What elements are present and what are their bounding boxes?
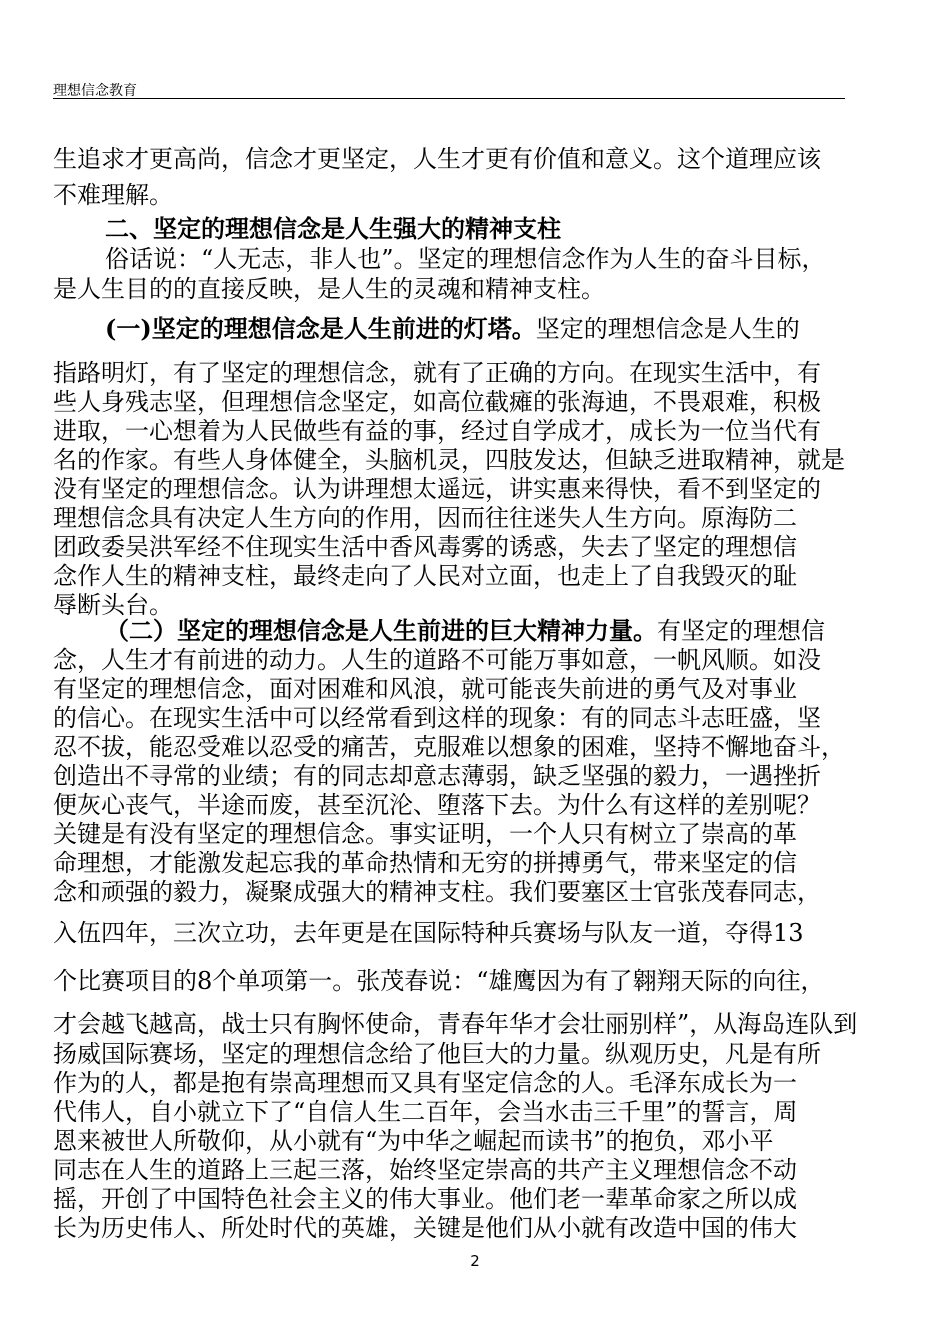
body-line: 不难理解。 (53, 181, 173, 209)
body-line: 便灰心丧气，半途而废，甚至沉沦、堕落下去。为什么有这样的差别呢？ (53, 791, 821, 819)
body-line: 同志在人生的道路上三起三落，始终坚定崇高的共产主义理想信念不动 (53, 1156, 797, 1184)
section-heading: 二、坚定的理想信念是人生强大的精神支柱 (105, 215, 561, 243)
body-line: 辱断头台。 (53, 591, 173, 619)
subsection-heading: （二）坚定的理想信念是人生前进的巨大精神力量。 (105, 617, 657, 645)
subsection-line (105, 315, 950, 343)
body-line: 是人生目的的直接反映，是人生的灵魂和精神支柱。 (53, 275, 605, 303)
body-line: 代伟人，自小就立下了“自信人生二百年，会当水击三千里”的誓言，周 (53, 1098, 798, 1126)
body-line: 指路明灯，有了坚定的理想信念，就有了正确的方向。在现实生活中，有 (53, 359, 821, 387)
body-line: 俗话说：“人无志，非人也”。坚定的理想信念作为人生的奋斗目标， (105, 245, 826, 273)
subsection-heading: (一)坚定的理想信念是人生前进的灯塔。 (105, 315, 536, 343)
body-line: 入伍四年，三次立功，去年更是在国际特种兵赛场与队友一道，夺得13 (53, 919, 804, 947)
body-line: 名的作家。有些人身体健全，头脑机灵，四肢发达，但缺乏进取精神，就是 (53, 446, 845, 474)
page-header (53, 80, 845, 99)
subsection-line (105, 617, 950, 645)
body-line: 团政委吴洪军经不住现实生活中香风毒雾的诱惑，失去了坚定的理想信 (53, 533, 797, 561)
header-title: 理想信念教育 (53, 83, 137, 99)
body-line: 些人身残志坚，但理想信念坚定，如高位截瘫的张海迪，不畏艰难，积极 (53, 388, 821, 416)
body-line: 扬威国际赛场，坚定的理想信念给了他巨大的力量。纵观历史，凡是有所 (53, 1040, 821, 1068)
body-line: 念作人生的精神支柱，最终走向了人民对立面，也走上了自我毁灭的耻 (53, 562, 797, 590)
body-line: 个比赛项目的8个单项第一。张茂春说：“雄鹰因为有了翱翔天际的向往， (53, 967, 825, 995)
body-line: 理想信念具有决定人生方向的作用，因而往往迷失人生方向。原海防二 (53, 504, 797, 532)
page-number: 2 (470, 1252, 480, 1270)
body-line: 没有坚定的理想信念。认为讲理想太遥远，讲实惠来得快，看不到坚定的 (53, 475, 821, 503)
body-line: 生追求才更高尚，信念才更坚定，人生才更有价值和意义。这个道理应该 (53, 145, 821, 173)
body-line: 进取，一心想着为人民做些有益的事，经过自学成才，成长为一位当代有 (53, 417, 821, 445)
body-line: 念，人生才有前进的动力。人生的道路不可能万事如意，一帆风顺。如没 (53, 646, 821, 674)
body-line: 长为历史伟人、所处时代的英雄，关键是他们从小就有改造中国的伟大 (53, 1214, 797, 1242)
body-line: 的信心。在现实生活中可以经常看到这样的现象：有的同志斗志旺盛，坚 (53, 704, 821, 732)
body-text: 有坚定的理想信 (657, 617, 825, 645)
body-line: 关键是有没有坚定的理想信念。事实证明，一个人只有树立了崇高的革 (53, 820, 797, 848)
body-line: 恩来被世人所敬仰，从小就有“为中华之崛起而读书”的抱负，邓小平 (53, 1127, 774, 1155)
body-line: 忍不拔，能忍受难以忍受的痛苦，克服难以想象的困难，坚持不懈地奋斗， (53, 733, 845, 761)
body-line: 才会越飞越高，战士只有胸怀使命，青春年华才会壮丽别样”，从海岛连队到 (53, 1010, 858, 1038)
body-line: 命理想，才能激发起忘我的革命热情和无穷的拼搏勇气，带来坚定的信 (53, 849, 797, 877)
body-line: 创造出不寻常的业绩；有的同志却意志薄弱，缺乏坚强的毅力，一遇挫折 (53, 762, 821, 790)
body-line: 念和顽强的毅力，凝聚成强大的精神支柱。我们要塞区士官张茂春同志， (53, 878, 821, 906)
body-line: 有坚定的理想信念，面对困难和风浪，就可能丧失前进的勇气及对事业 (53, 675, 797, 703)
body-text: 坚定的理想信念是人生的 (535, 315, 800, 343)
body-line: 作为的人，都是抱有崇高理想而又具有坚定信念的人。毛泽东成长为一 (53, 1069, 797, 1097)
body-line: 摇，开创了中国特色社会主义的伟大事业。他们老一辈革命家之所以成 (53, 1185, 797, 1213)
